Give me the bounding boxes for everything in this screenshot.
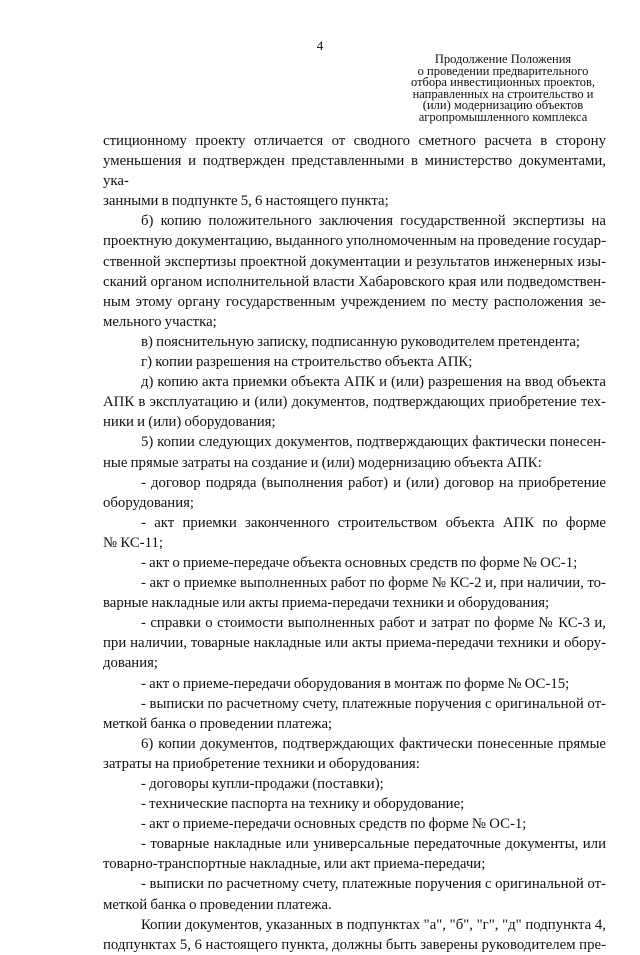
text-line: - договоры купли-продажи (поставки);: [141, 776, 384, 792]
text-line: стиционному проекту отличается от сводного сметного расчета в сторону: [103, 133, 606, 149]
text-line: б) копию положительного заключения государственной экспертизы на: [141, 213, 606, 230]
text-line: - акт о приеме-передачи основных средств по форме № ОС-1;: [141, 816, 527, 833]
text-line: д) копию акта приемки объекта АПК и (или) разрешения на ввод объекта: [141, 374, 606, 391]
header-line: агропромышленного комплекса: [418, 109, 588, 124]
text-line: при наличии, товарные накладные или акты приема-передачи техники и обору-: [103, 635, 606, 652]
header-line: направленных на строительство и: [412, 86, 594, 101]
header-line: (или) модернизацию объектов: [422, 98, 584, 113]
text-line: - акт приемки законченного строительством объекта АПК по форме: [141, 514, 606, 531]
text-line: ственной экспертизы проектной документации и результатов инженерных изы-: [103, 253, 606, 270]
text-line: № КС-11;: [103, 534, 163, 551]
text-line: меткой банка о проведении платежа.: [103, 896, 332, 913]
text-line: сканий органом исполнительной власти Хабаровского края или подведомствен-: [103, 273, 606, 290]
text-line: мельного участка;: [103, 313, 217, 330]
text-line: ники и (или) оборудования;: [103, 414, 276, 431]
text-line: меткой банка о проведении платежа;: [103, 715, 333, 732]
document-header-note: [396, 54, 610, 124]
text-line: - справки о стоимости выполненных работ и затрат по форме № КС-3 и,: [141, 615, 606, 632]
page-number: 4: [316, 38, 324, 53]
text-line: - выписки по расчетному счету, платежные поручения с оригинальной от-: [141, 695, 606, 712]
text-line: 5) копии следующих документов, подтверждающих фактически понесен-: [141, 434, 606, 451]
text-line: - выписки по расчетному счету, платежные поручения с оригинальной от-: [141, 876, 606, 893]
text-line: - акт о приемке выполненных работ по форме № КС-2 и, при наличии, то-: [141, 575, 606, 592]
document-body: [103, 131, 606, 955]
header-line: отбора инвестиционных проектов,: [410, 75, 595, 90]
text-line: подпунктах 5, 6 настоящего пункта, должны быть заверены руководителем пре-: [103, 936, 606, 953]
text-line: уменьшения и подтвержден представленными в министерство документами, ука-: [103, 153, 606, 190]
text-line: ные прямые затраты на создание и (или) модернизацию объекта АПК:: [103, 454, 542, 471]
text-line: оборудования;: [103, 494, 195, 511]
text-line: 6) копии документов, подтверждающих фактически понесенные прямые: [141, 735, 606, 752]
text-line: - товарные накладные или универсальные передаточные документы, или: [141, 836, 606, 853]
header-line: Продолжение Положения: [434, 52, 572, 66]
text-line: проектную документацию, выданного уполномоченным на проведение государ-: [103, 233, 606, 250]
text-line: товарно-транспортные накладные, или акт приема-передачи;: [103, 856, 486, 873]
text-line: - акт о приеме-передаче объекта основных средств по форме № ОС-1;: [141, 554, 578, 571]
text-line: Копии документов, указанных в подпунктах "а", "б", "г", "д" подпункта 4,: [141, 916, 606, 933]
text-line: занными в подпункте 5, 6 настоящего пункта;: [103, 193, 389, 210]
text-line: АПК в эксплуатацию и (или) документов, подтверждающих приобретение тех-: [103, 394, 606, 411]
text-line: в) пояснительную записку, подписанную руководителем претендента;: [141, 333, 581, 350]
text-line: - технические паспорта на технику и оборудование;: [141, 796, 465, 813]
text-line: - акт о приеме-передачи оборудования в монтаж по форме № ОС-15;: [141, 675, 570, 692]
text-line: ным этому органу государственным учреждением по месту расположения зе-: [103, 293, 606, 310]
text-line: - договор подряда (выполнения работ) и (или) договор на приобретение: [141, 474, 606, 491]
text-line: затраты на приобретение техники и оборудования:: [103, 755, 420, 772]
text-line: дования;: [103, 655, 159, 672]
header-line: о проведении предварительного: [417, 63, 589, 78]
text-line: г) копии разрешения на строительство объекта АПК;: [141, 354, 473, 371]
text-line: варные накладные или акты приема-передачи техники и оборудования;: [103, 595, 550, 612]
